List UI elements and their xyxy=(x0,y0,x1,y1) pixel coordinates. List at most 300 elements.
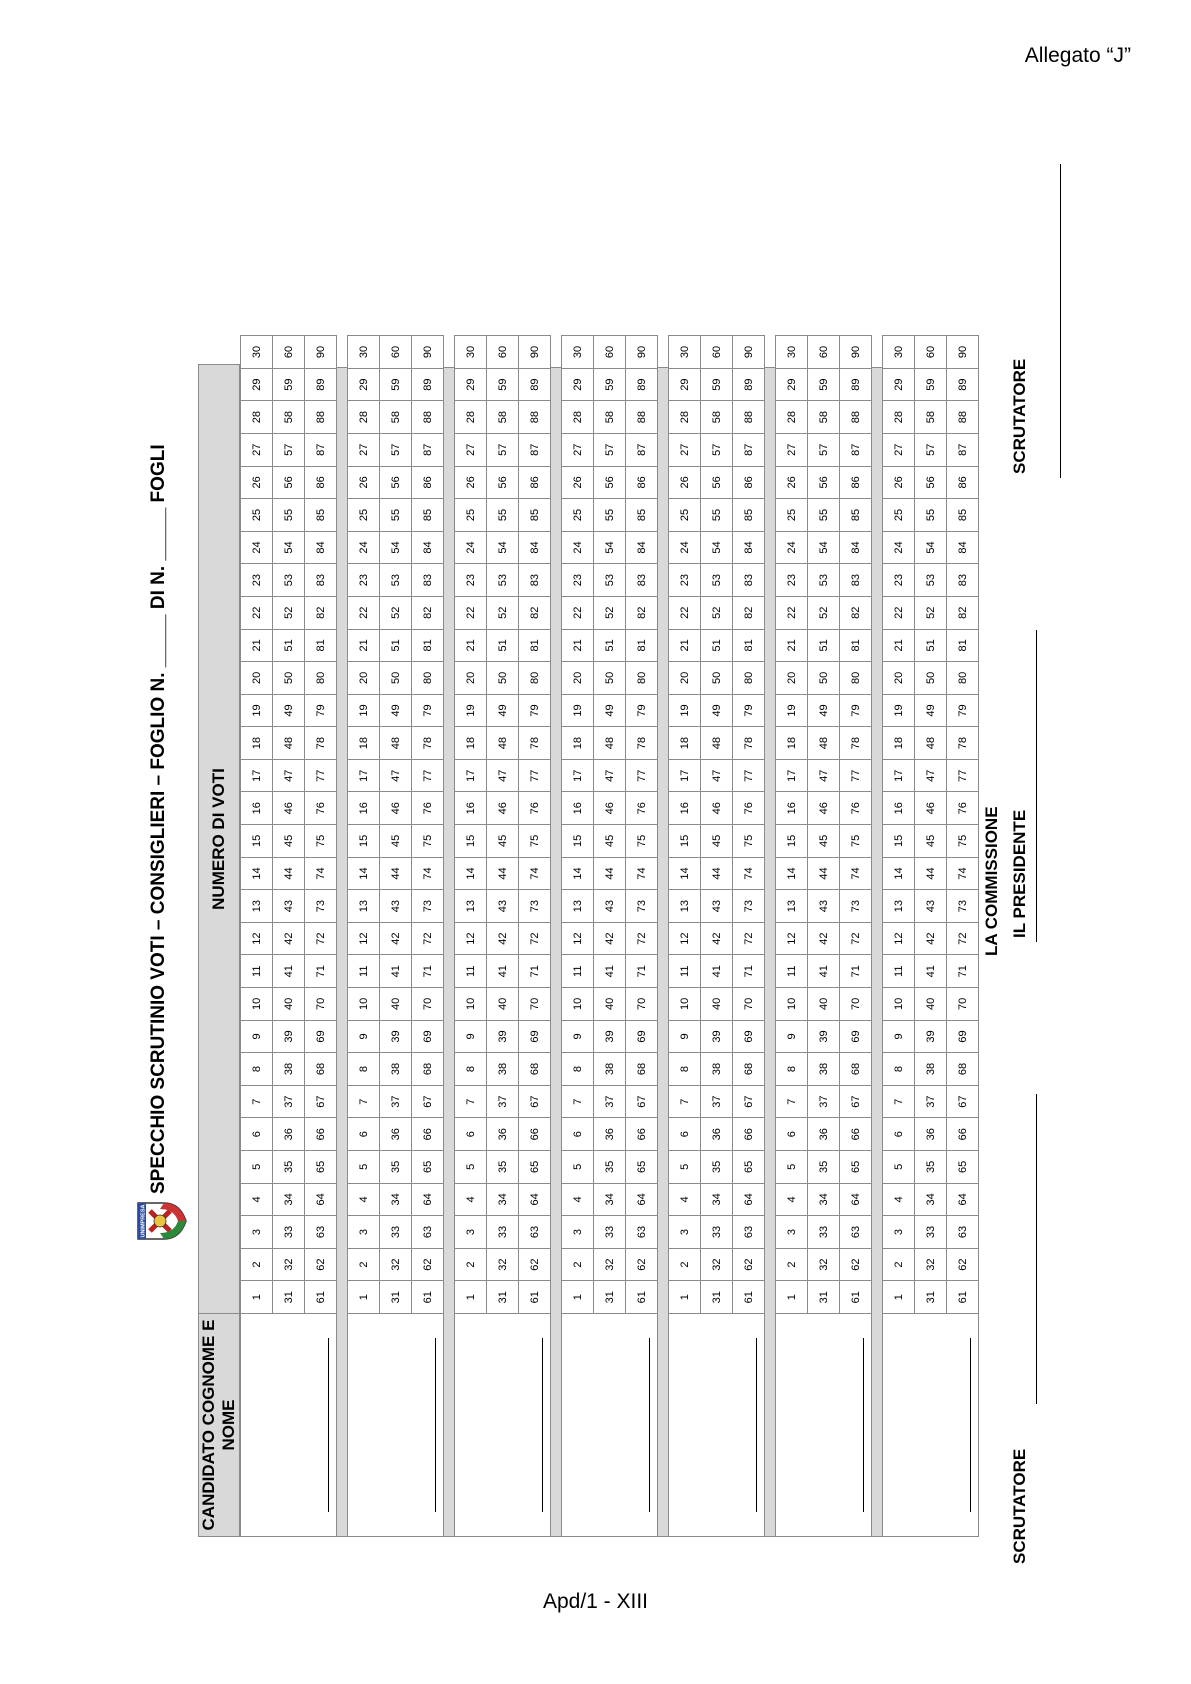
vote-cell[interactable]: 69 xyxy=(947,1020,979,1053)
vote-cell[interactable]: 55 xyxy=(273,499,305,532)
vote-cell[interactable]: 68 xyxy=(733,1053,765,1086)
vote-cell[interactable]: 9 xyxy=(776,1020,808,1053)
vote-cell[interactable]: 43 xyxy=(915,890,947,923)
vote-cell[interactable]: 10 xyxy=(348,988,380,1021)
vote-cell[interactable]: 56 xyxy=(701,466,733,499)
vote-cell[interactable]: 8 xyxy=(348,1053,380,1086)
vote-cell[interactable]: 89 xyxy=(412,368,444,401)
vote-cell[interactable]: 28 xyxy=(669,401,701,434)
vote-cell[interactable]: 80 xyxy=(412,662,444,695)
vote-cell[interactable]: 77 xyxy=(947,759,979,792)
vote-cell[interactable]: 19 xyxy=(776,694,808,727)
vote-cell[interactable]: 89 xyxy=(519,368,551,401)
vote-cell[interactable]: 32 xyxy=(594,1248,626,1281)
vote-cell[interactable]: 64 xyxy=(840,1183,872,1216)
vote-cell[interactable]: 75 xyxy=(733,825,765,858)
vote-cell[interactable]: 84 xyxy=(626,531,658,564)
vote-cell[interactable]: 38 xyxy=(701,1053,733,1086)
vote-cell[interactable]: 51 xyxy=(594,629,626,662)
vote-cell[interactable]: 22 xyxy=(562,596,594,629)
vote-cell[interactable]: 66 xyxy=(305,1118,337,1151)
vote-cell[interactable]: 35 xyxy=(380,1151,412,1184)
vote-cell[interactable]: 45 xyxy=(594,825,626,858)
vote-cell[interactable]: 59 xyxy=(273,368,305,401)
vote-cell[interactable]: 7 xyxy=(241,1085,273,1118)
vote-cell[interactable]: 57 xyxy=(915,433,947,466)
vote-cell[interactable]: 40 xyxy=(701,988,733,1021)
vote-cell[interactable]: 81 xyxy=(626,629,658,662)
vote-cell[interactable]: 48 xyxy=(701,727,733,760)
vote-cell[interactable]: 6 xyxy=(241,1118,273,1151)
vote-cell[interactable]: 15 xyxy=(348,825,380,858)
vote-cell[interactable]: 10 xyxy=(776,988,808,1021)
vote-cell[interactable]: 57 xyxy=(273,433,305,466)
vote-cell[interactable]: 61 xyxy=(519,1281,551,1314)
vote-cell[interactable]: 82 xyxy=(519,596,551,629)
vote-cell[interactable]: 43 xyxy=(808,890,840,923)
vote-cell[interactable]: 65 xyxy=(840,1151,872,1184)
vote-cell[interactable]: 40 xyxy=(915,988,947,1021)
vote-cell[interactable]: 16 xyxy=(455,792,487,825)
vote-cell[interactable]: 87 xyxy=(519,433,551,466)
vote-cell[interactable]: 40 xyxy=(487,988,519,1021)
vote-cell[interactable]: 4 xyxy=(776,1183,808,1216)
vote-cell[interactable]: 10 xyxy=(241,988,273,1021)
vote-cell[interactable]: 73 xyxy=(626,890,658,923)
candidate-name-field[interactable] xyxy=(562,1314,658,1537)
vote-cell[interactable]: 28 xyxy=(883,401,915,434)
vote-cell[interactable]: 58 xyxy=(380,401,412,434)
vote-cell[interactable]: 45 xyxy=(915,825,947,858)
vote-cell[interactable]: 45 xyxy=(380,825,412,858)
vote-cell[interactable]: 75 xyxy=(626,825,658,858)
vote-cell[interactable]: 63 xyxy=(519,1216,551,1249)
vote-cell[interactable]: 14 xyxy=(883,857,915,890)
vote-cell[interactable]: 90 xyxy=(840,336,872,369)
vote-cell[interactable]: 39 xyxy=(808,1020,840,1053)
vote-cell[interactable]: 22 xyxy=(776,596,808,629)
vote-cell[interactable]: 42 xyxy=(487,922,519,955)
vote-cell[interactable]: 60 xyxy=(808,336,840,369)
vote-cell[interactable]: 14 xyxy=(669,857,701,890)
vote-cell[interactable]: 50 xyxy=(487,662,519,695)
vote-cell[interactable]: 90 xyxy=(305,336,337,369)
vote-cell[interactable]: 12 xyxy=(348,922,380,955)
vote-cell[interactable]: 32 xyxy=(701,1248,733,1281)
vote-cell[interactable]: 16 xyxy=(776,792,808,825)
vote-cell[interactable]: 6 xyxy=(562,1118,594,1151)
vote-cell[interactable]: 48 xyxy=(380,727,412,760)
vote-cell[interactable]: 43 xyxy=(701,890,733,923)
vote-cell[interactable]: 70 xyxy=(519,988,551,1021)
vote-cell[interactable]: 29 xyxy=(776,368,808,401)
vote-cell[interactable]: 67 xyxy=(626,1085,658,1118)
vote-cell[interactable]: 16 xyxy=(348,792,380,825)
vote-cell[interactable]: 89 xyxy=(947,368,979,401)
vote-cell[interactable]: 70 xyxy=(733,988,765,1021)
vote-cell[interactable]: 18 xyxy=(562,727,594,760)
vote-cell[interactable]: 72 xyxy=(840,922,872,955)
vote-cell[interactable]: 25 xyxy=(455,499,487,532)
vote-cell[interactable]: 75 xyxy=(305,825,337,858)
vote-cell[interactable]: 24 xyxy=(241,531,273,564)
vote-cell[interactable]: 58 xyxy=(273,401,305,434)
vote-cell[interactable]: 69 xyxy=(305,1020,337,1053)
candidate-name-field[interactable] xyxy=(669,1314,765,1537)
vote-cell[interactable]: 79 xyxy=(733,694,765,727)
vote-cell[interactable]: 19 xyxy=(241,694,273,727)
vote-cell[interactable]: 16 xyxy=(562,792,594,825)
vote-cell[interactable]: 2 xyxy=(562,1248,594,1281)
vote-cell[interactable]: 89 xyxy=(626,368,658,401)
vote-cell[interactable]: 68 xyxy=(840,1053,872,1086)
vote-cell[interactable]: 33 xyxy=(487,1216,519,1249)
vote-cell[interactable]: 26 xyxy=(241,466,273,499)
vote-cell[interactable]: 80 xyxy=(840,662,872,695)
candidate-name-field[interactable] xyxy=(348,1314,444,1537)
vote-cell[interactable]: 86 xyxy=(840,466,872,499)
vote-cell[interactable]: 47 xyxy=(915,759,947,792)
vote-cell[interactable]: 12 xyxy=(455,922,487,955)
vote-cell[interactable]: 61 xyxy=(733,1281,765,1314)
vote-cell[interactable]: 51 xyxy=(380,629,412,662)
vote-cell[interactable]: 6 xyxy=(883,1118,915,1151)
vote-cell[interactable]: 62 xyxy=(840,1248,872,1281)
vote-cell[interactable]: 12 xyxy=(241,922,273,955)
vote-cell[interactable]: 59 xyxy=(701,368,733,401)
vote-cell[interactable]: 29 xyxy=(241,368,273,401)
vote-cell[interactable]: 81 xyxy=(840,629,872,662)
vote-cell[interactable]: 90 xyxy=(947,336,979,369)
vote-cell[interactable]: 15 xyxy=(883,825,915,858)
vote-cell[interactable]: 25 xyxy=(669,499,701,532)
vote-cell[interactable]: 82 xyxy=(733,596,765,629)
vote-cell[interactable]: 86 xyxy=(947,466,979,499)
vote-cell[interactable]: 9 xyxy=(883,1020,915,1053)
vote-cell[interactable]: 88 xyxy=(840,401,872,434)
vote-cell[interactable]: 13 xyxy=(776,890,808,923)
vote-cell[interactable]: 13 xyxy=(241,890,273,923)
vote-cell[interactable]: 1 xyxy=(348,1281,380,1314)
vote-cell[interactable]: 1 xyxy=(241,1281,273,1314)
vote-cell[interactable]: 28 xyxy=(241,401,273,434)
vote-cell[interactable]: 25 xyxy=(562,499,594,532)
vote-cell[interactable]: 12 xyxy=(883,922,915,955)
vote-cell[interactable]: 80 xyxy=(733,662,765,695)
vote-cell[interactable]: 76 xyxy=(947,792,979,825)
vote-cell[interactable]: 87 xyxy=(733,433,765,466)
vote-cell[interactable]: 57 xyxy=(701,433,733,466)
vote-cell[interactable]: 86 xyxy=(733,466,765,499)
vote-cell[interactable]: 80 xyxy=(305,662,337,695)
vote-cell[interactable]: 60 xyxy=(380,336,412,369)
vote-cell[interactable]: 40 xyxy=(808,988,840,1021)
vote-cell[interactable]: 77 xyxy=(305,759,337,792)
vote-cell[interactable]: 36 xyxy=(808,1118,840,1151)
vote-cell[interactable]: 60 xyxy=(594,336,626,369)
vote-cell[interactable]: 50 xyxy=(594,662,626,695)
vote-cell[interactable]: 30 xyxy=(776,336,808,369)
vote-cell[interactable]: 50 xyxy=(808,662,840,695)
vote-cell[interactable]: 86 xyxy=(519,466,551,499)
vote-cell[interactable]: 27 xyxy=(776,433,808,466)
vote-cell[interactable]: 34 xyxy=(915,1183,947,1216)
vote-cell[interactable]: 71 xyxy=(519,955,551,988)
vote-cell[interactable]: 55 xyxy=(915,499,947,532)
vote-cell[interactable]: 54 xyxy=(380,531,412,564)
vote-cell[interactable]: 39 xyxy=(487,1020,519,1053)
vote-cell[interactable]: 87 xyxy=(305,433,337,466)
vote-cell[interactable]: 66 xyxy=(626,1118,658,1151)
vote-cell[interactable]: 90 xyxy=(412,336,444,369)
vote-cell[interactable]: 41 xyxy=(487,955,519,988)
vote-cell[interactable]: 72 xyxy=(733,922,765,955)
vote-cell[interactable]: 70 xyxy=(305,988,337,1021)
vote-cell[interactable]: 3 xyxy=(348,1216,380,1249)
vote-cell[interactable]: 68 xyxy=(412,1053,444,1086)
vote-cell[interactable]: 28 xyxy=(348,401,380,434)
vote-cell[interactable]: 85 xyxy=(626,499,658,532)
vote-cell[interactable]: 74 xyxy=(305,857,337,890)
vote-cell[interactable]: 27 xyxy=(883,433,915,466)
vote-cell[interactable]: 44 xyxy=(915,857,947,890)
vote-cell[interactable]: 76 xyxy=(519,792,551,825)
vote-cell[interactable]: 27 xyxy=(669,433,701,466)
vote-cell[interactable]: 50 xyxy=(915,662,947,695)
vote-cell[interactable]: 5 xyxy=(669,1151,701,1184)
vote-cell[interactable]: 7 xyxy=(562,1085,594,1118)
vote-cell[interactable]: 25 xyxy=(883,499,915,532)
vote-cell[interactable]: 63 xyxy=(733,1216,765,1249)
vote-cell[interactable]: 27 xyxy=(455,433,487,466)
vote-cell[interactable]: 8 xyxy=(776,1053,808,1086)
vote-cell[interactable]: 52 xyxy=(273,596,305,629)
vote-cell[interactable]: 89 xyxy=(733,368,765,401)
vote-cell[interactable]: 24 xyxy=(883,531,915,564)
vote-cell[interactable]: 25 xyxy=(776,499,808,532)
vote-cell[interactable]: 42 xyxy=(594,922,626,955)
vote-cell[interactable]: 4 xyxy=(669,1183,701,1216)
vote-cell[interactable]: 23 xyxy=(562,564,594,597)
vote-cell[interactable]: 4 xyxy=(455,1183,487,1216)
vote-cell[interactable]: 46 xyxy=(701,792,733,825)
vote-cell[interactable]: 60 xyxy=(701,336,733,369)
vote-cell[interactable]: 14 xyxy=(562,857,594,890)
vote-cell[interactable]: 12 xyxy=(562,922,594,955)
vote-cell[interactable]: 53 xyxy=(915,564,947,597)
vote-cell[interactable]: 46 xyxy=(273,792,305,825)
vote-cell[interactable]: 28 xyxy=(776,401,808,434)
vote-cell[interactable]: 71 xyxy=(947,955,979,988)
vote-cell[interactable]: 64 xyxy=(733,1183,765,1216)
vote-cell[interactable]: 85 xyxy=(947,499,979,532)
vote-cell[interactable]: 86 xyxy=(305,466,337,499)
vote-cell[interactable]: 79 xyxy=(840,694,872,727)
vote-cell[interactable]: 18 xyxy=(669,727,701,760)
vote-cell[interactable]: 23 xyxy=(241,564,273,597)
vote-cell[interactable]: 20 xyxy=(348,662,380,695)
vote-cell[interactable]: 54 xyxy=(808,531,840,564)
vote-cell[interactable]: 56 xyxy=(380,466,412,499)
vote-cell[interactable]: 72 xyxy=(626,922,658,955)
vote-cell[interactable]: 50 xyxy=(273,662,305,695)
vote-cell[interactable]: 10 xyxy=(455,988,487,1021)
vote-cell[interactable]: 40 xyxy=(273,988,305,1021)
vote-cell[interactable]: 69 xyxy=(733,1020,765,1053)
vote-cell[interactable]: 14 xyxy=(348,857,380,890)
vote-cell[interactable]: 88 xyxy=(947,401,979,434)
vote-cell[interactable]: 86 xyxy=(412,466,444,499)
vote-cell[interactable]: 84 xyxy=(840,531,872,564)
vote-cell[interactable]: 58 xyxy=(594,401,626,434)
vote-cell[interactable]: 61 xyxy=(626,1281,658,1314)
vote-cell[interactable]: 7 xyxy=(455,1085,487,1118)
vote-cell[interactable]: 34 xyxy=(594,1183,626,1216)
vote-cell[interactable]: 66 xyxy=(947,1118,979,1151)
vote-cell[interactable]: 33 xyxy=(701,1216,733,1249)
vote-cell[interactable]: 19 xyxy=(669,694,701,727)
vote-cell[interactable]: 37 xyxy=(808,1085,840,1118)
vote-cell[interactable]: 4 xyxy=(562,1183,594,1216)
vote-cell[interactable]: 30 xyxy=(562,336,594,369)
vote-cell[interactable]: 67 xyxy=(840,1085,872,1118)
vote-cell[interactable]: 30 xyxy=(669,336,701,369)
vote-cell[interactable]: 66 xyxy=(840,1118,872,1151)
vote-cell[interactable]: 82 xyxy=(947,596,979,629)
vote-cell[interactable]: 30 xyxy=(241,336,273,369)
vote-cell[interactable]: 5 xyxy=(348,1151,380,1184)
vote-cell[interactable]: 55 xyxy=(808,499,840,532)
vote-cell[interactable]: 34 xyxy=(701,1183,733,1216)
vote-cell[interactable]: 74 xyxy=(626,857,658,890)
vote-cell[interactable]: 11 xyxy=(455,955,487,988)
vote-cell[interactable]: 19 xyxy=(562,694,594,727)
vote-cell[interactable]: 20 xyxy=(241,662,273,695)
vote-cell[interactable]: 79 xyxy=(412,694,444,727)
vote-cell[interactable]: 42 xyxy=(915,922,947,955)
vote-cell[interactable]: 47 xyxy=(808,759,840,792)
vote-cell[interactable]: 17 xyxy=(241,759,273,792)
vote-cell[interactable]: 75 xyxy=(947,825,979,858)
vote-cell[interactable]: 51 xyxy=(487,629,519,662)
vote-cell[interactable]: 66 xyxy=(519,1118,551,1151)
vote-cell[interactable]: 38 xyxy=(915,1053,947,1086)
vote-cell[interactable]: 17 xyxy=(348,759,380,792)
vote-cell[interactable]: 23 xyxy=(455,564,487,597)
vote-cell[interactable]: 38 xyxy=(487,1053,519,1086)
vote-cell[interactable]: 29 xyxy=(669,368,701,401)
vote-cell[interactable]: 2 xyxy=(455,1248,487,1281)
vote-cell[interactable]: 49 xyxy=(915,694,947,727)
vote-cell[interactable]: 41 xyxy=(380,955,412,988)
vote-cell[interactable]: 57 xyxy=(808,433,840,466)
vote-cell[interactable]: 55 xyxy=(701,499,733,532)
vote-cell[interactable]: 73 xyxy=(840,890,872,923)
vote-cell[interactable]: 56 xyxy=(915,466,947,499)
vote-cell[interactable]: 45 xyxy=(701,825,733,858)
vote-cell[interactable]: 70 xyxy=(626,988,658,1021)
vote-cell[interactable]: 15 xyxy=(562,825,594,858)
vote-cell[interactable]: 46 xyxy=(380,792,412,825)
vote-cell[interactable]: 44 xyxy=(808,857,840,890)
vote-cell[interactable]: 9 xyxy=(241,1020,273,1053)
vote-cell[interactable]: 3 xyxy=(776,1216,808,1249)
vote-cell[interactable]: 47 xyxy=(273,759,305,792)
vote-cell[interactable]: 54 xyxy=(487,531,519,564)
vote-cell[interactable]: 21 xyxy=(669,629,701,662)
vote-cell[interactable]: 64 xyxy=(305,1183,337,1216)
vote-cell[interactable]: 66 xyxy=(412,1118,444,1151)
vote-cell[interactable]: 39 xyxy=(594,1020,626,1053)
vote-cell[interactable]: 73 xyxy=(412,890,444,923)
vote-cell[interactable]: 35 xyxy=(701,1151,733,1184)
vote-cell[interactable]: 54 xyxy=(273,531,305,564)
vote-cell[interactable]: 45 xyxy=(487,825,519,858)
vote-cell[interactable]: 44 xyxy=(380,857,412,890)
vote-cell[interactable]: 37 xyxy=(915,1085,947,1118)
vote-cell[interactable]: 72 xyxy=(305,922,337,955)
vote-cell[interactable]: 79 xyxy=(305,694,337,727)
vote-cell[interactable]: 29 xyxy=(883,368,915,401)
vote-cell[interactable]: 19 xyxy=(883,694,915,727)
vote-cell[interactable]: 42 xyxy=(273,922,305,955)
vote-cell[interactable]: 17 xyxy=(669,759,701,792)
vote-cell[interactable]: 33 xyxy=(915,1216,947,1249)
vote-cell[interactable]: 46 xyxy=(915,792,947,825)
vote-cell[interactable]: 24 xyxy=(348,531,380,564)
vote-cell[interactable]: 8 xyxy=(562,1053,594,1086)
vote-cell[interactable]: 67 xyxy=(519,1085,551,1118)
vote-cell[interactable]: 5 xyxy=(776,1151,808,1184)
vote-cell[interactable]: 1 xyxy=(776,1281,808,1314)
vote-cell[interactable]: 46 xyxy=(487,792,519,825)
vote-cell[interactable]: 56 xyxy=(273,466,305,499)
vote-cell[interactable]: 57 xyxy=(487,433,519,466)
vote-cell[interactable]: 60 xyxy=(487,336,519,369)
vote-cell[interactable]: 83 xyxy=(733,564,765,597)
vote-cell[interactable]: 84 xyxy=(519,531,551,564)
vote-cell[interactable]: 68 xyxy=(947,1053,979,1086)
vote-cell[interactable]: 78 xyxy=(626,727,658,760)
vote-cell[interactable]: 9 xyxy=(562,1020,594,1053)
vote-cell[interactable]: 15 xyxy=(455,825,487,858)
vote-cell[interactable]: 45 xyxy=(808,825,840,858)
vote-cell[interactable]: 41 xyxy=(808,955,840,988)
vote-cell[interactable]: 74 xyxy=(412,857,444,890)
vote-cell[interactable]: 24 xyxy=(776,531,808,564)
vote-cell[interactable]: 52 xyxy=(380,596,412,629)
vote-cell[interactable]: 78 xyxy=(947,727,979,760)
vote-cell[interactable]: 4 xyxy=(348,1183,380,1216)
vote-cell[interactable]: 65 xyxy=(412,1151,444,1184)
vote-cell[interactable]: 27 xyxy=(562,433,594,466)
vote-cell[interactable]: 44 xyxy=(273,857,305,890)
vote-cell[interactable]: 71 xyxy=(626,955,658,988)
vote-cell[interactable]: 47 xyxy=(594,759,626,792)
vote-cell[interactable]: 12 xyxy=(776,922,808,955)
vote-cell[interactable]: 31 xyxy=(915,1281,947,1314)
vote-cell[interactable]: 59 xyxy=(915,368,947,401)
vote-cell[interactable]: 36 xyxy=(915,1118,947,1151)
vote-cell[interactable]: 73 xyxy=(947,890,979,923)
vote-cell[interactable]: 62 xyxy=(626,1248,658,1281)
vote-cell[interactable]: 27 xyxy=(348,433,380,466)
vote-cell[interactable]: 37 xyxy=(487,1085,519,1118)
vote-cell[interactable]: 20 xyxy=(562,662,594,695)
vote-cell[interactable]: 44 xyxy=(701,857,733,890)
vote-cell[interactable]: 59 xyxy=(808,368,840,401)
vote-cell[interactable]: 53 xyxy=(380,564,412,597)
